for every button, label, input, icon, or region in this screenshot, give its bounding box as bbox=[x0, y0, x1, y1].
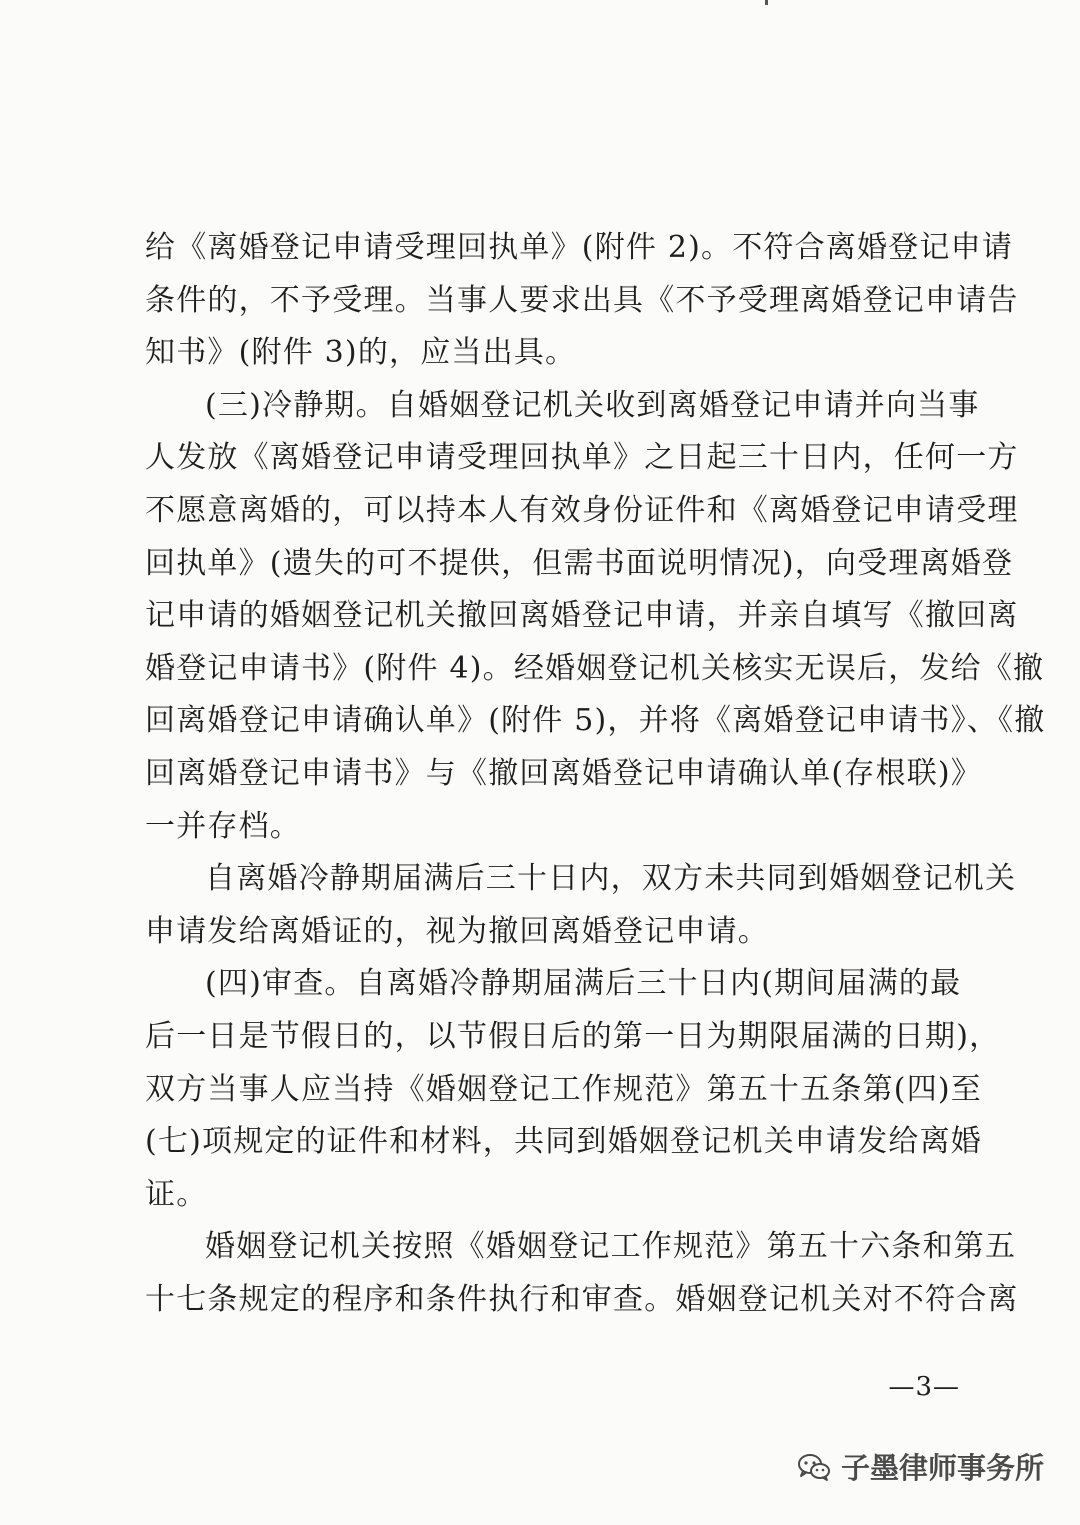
text-line: 双方当事人应当持《婚姻登记工作规范》第五十五条第(四)至 bbox=[145, 1071, 983, 1107]
text-line: 婚登记申请书》(附件 4)。经婚姻登记机关核实无误后，发给《撤 bbox=[145, 650, 1045, 686]
text-line: 一并存档。 bbox=[145, 808, 301, 844]
watermark-text: 子墨律师事务所 bbox=[840, 1451, 1044, 1485]
text-line: (三)冷静期。自婚姻登记机关收到离婚登记申请并向当事 bbox=[205, 387, 980, 423]
text-line: 记申请的婚姻登记机关撤回离婚登记申请，并亲自填写《撤回离 bbox=[145, 598, 1019, 634]
text-line: 自离婚冷静期届满后三十日内，双方未共同到婚姻登记机关 bbox=[205, 861, 1017, 897]
page-number: —3— bbox=[888, 1372, 960, 1402]
text-line: 证。 bbox=[145, 1176, 208, 1212]
text-line: 回离婚登记申请书》与《撤回离婚登记申请确认单(存根联)》 bbox=[145, 755, 983, 791]
text-line: 十七条规定的程序和条件执行和审查。婚姻登记机关对不符合离 bbox=[145, 1281, 1019, 1317]
text-line: 回执单》(遗失的可不提供，但需书面说明情况)，向受理离婚登 bbox=[145, 545, 1014, 581]
wechat-icon bbox=[797, 1452, 831, 1482]
text-line: 回离婚登记申请确认单》(附件 5)，并将《离婚登记申请书》、《撤 bbox=[145, 703, 1046, 739]
text-line: 给《离婚登记申请受理回执单》(附件 2)。不符合离婚登记申请 bbox=[145, 230, 1014, 265]
text-line: 后一日是节假日的，以节假日后的第一日为期限届满的日期)， bbox=[145, 1018, 1001, 1054]
text-line: 人发放《离婚登记申请受理回执单》之日起三十日内，任何一方 bbox=[145, 440, 1019, 476]
text-line: 申请发给离婚证的，视为撤回离婚登记申请。 bbox=[145, 913, 769, 949]
text-line: (七)项规定的证件和材料，共同到婚姻登记机关申请发给离婚 bbox=[145, 1124, 983, 1160]
text-line: 知书》(附件 3)的，应当出具。 bbox=[145, 335, 577, 371]
document-body bbox=[145, 222, 1046, 1326]
text-line: 不愿意离婚的，可以持本人有效身份证件和《离婚登记申请受理 bbox=[145, 492, 1019, 528]
text-line: 婚姻登记机关按照《婚姻登记工作规范》第五十六条和第五 bbox=[205, 1229, 1017, 1265]
watermark bbox=[797, 1446, 1044, 1487]
text-line: (四)审查。自离婚冷静期届满后三十日内(期间届满的最 bbox=[205, 966, 962, 1002]
scan-speck bbox=[765, 0, 768, 5]
text-line: 条件的，不予受理。当事人要求出具《不予受理离婚登记申请告 bbox=[145, 282, 1019, 318]
